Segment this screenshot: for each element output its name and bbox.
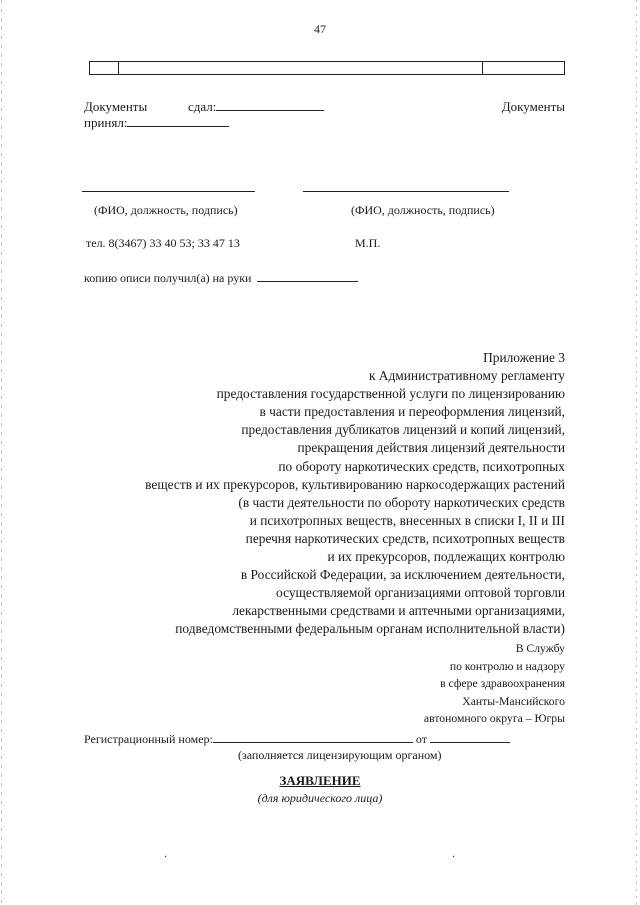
footer-mark: .	[164, 846, 167, 860]
statement-subtitle: (для юридического лица)	[257, 791, 383, 805]
registration-blank[interactable]	[213, 742, 413, 743]
registration-label: Регистрационный номер:	[84, 732, 213, 746]
copy-received-line	[84, 271, 358, 286]
registration-date-blank[interactable]	[430, 742, 510, 743]
table-divider	[118, 62, 119, 74]
stamp-label: М.П.	[355, 236, 381, 250]
page-number: 47	[314, 22, 326, 36]
signature-line-left[interactable]	[82, 191, 255, 192]
copy-received-blank[interactable]	[257, 281, 358, 282]
appendix-header: Приложение 3 к Административному регламенту предоставления государственной услуги по лицензированию в части предоставления и переоформления лицензий, предоставления дубликатов лицензий и копий лицензий, прекращения действия лицензий деятельности по обороту наркотических средств, психотропных веществ и их прекурсоров, культивированию наркосодержащих растений (в части деятельности по обороту наркотических средств и психотропных веществ, внесенных в списки I, II и III перечня наркотических средств, психотропных веществ и их прекурсоров, подлежащих контролю в Российской Федерации, за исключением деятельности, осуществляемой организациями оптовой торговли лекарственными средствами и аптечными организациями, подведомственными федеральным органам исполнительной власти)	[145, 350, 565, 637]
signature-caption-left: (ФИО, должность, подпись)	[94, 203, 238, 217]
submitted-label: сдал:	[188, 99, 217, 114]
registration-from-label: от	[415, 732, 427, 746]
addressee-block: В Службу по контролю и надзору в сфере здравоохранения Ханты-Мансийского автономного округа – Югры	[423, 642, 565, 725]
submitted-blank[interactable]	[216, 110, 324, 111]
footer-mark: .	[452, 846, 455, 860]
scan-edge-right	[636, 0, 637, 905]
statement-title: ЗАЯВЛЕНИЕ	[279, 773, 361, 788]
table-divider	[482, 62, 483, 74]
registration-note: (заполняется лицензирующим органом)	[238, 748, 442, 762]
docs-label-right: Документы	[501, 99, 565, 114]
copy-received-label: копию описи получил(а) на руки	[84, 271, 252, 285]
accepted-line	[84, 115, 229, 131]
registration-line	[84, 732, 510, 747]
signature-caption-right: (ФИО, должность, подпись)	[351, 203, 495, 217]
signature-line-right[interactable]	[303, 191, 509, 192]
docs-label: Документы	[84, 99, 148, 114]
accepted-label: принял:	[84, 115, 128, 130]
accepted-blank[interactable]	[127, 126, 229, 127]
submitted-line	[188, 99, 324, 115]
scan-edge-left	[1, 0, 2, 905]
table-strip	[89, 61, 565, 75]
phone-text: тел. 8(3467) 33 40 53; 33 47 13	[86, 236, 240, 250]
